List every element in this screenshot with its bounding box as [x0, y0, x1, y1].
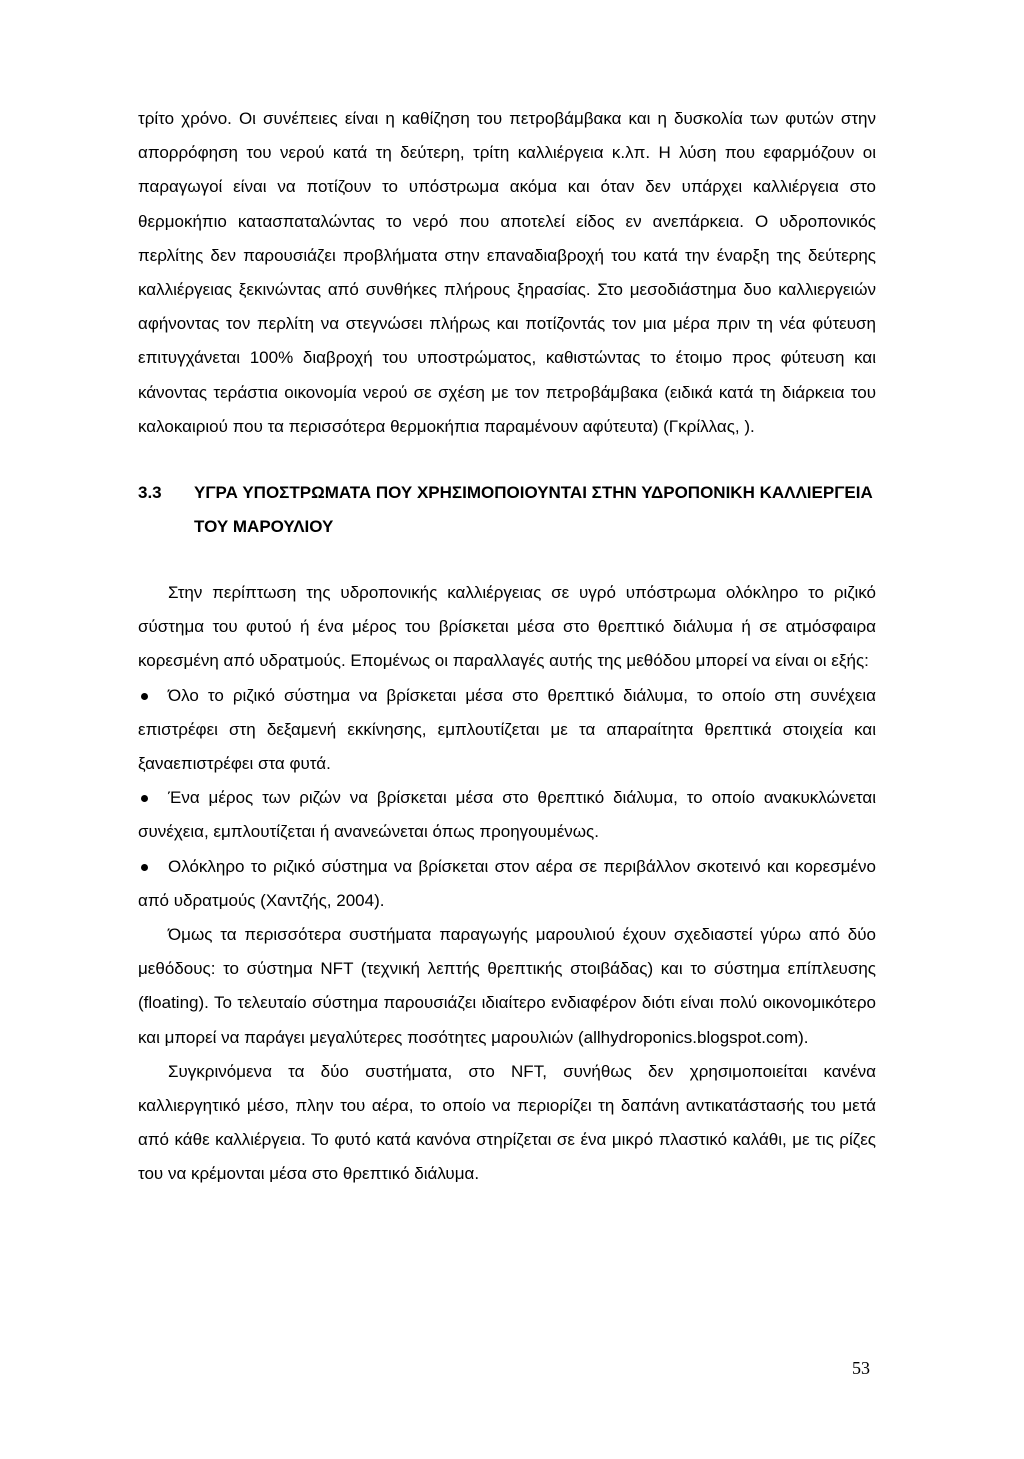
- continuation-paragraph: τρίτο χρόνο. Οι συνέπειες είναι η καθίζηση του πετροβάμβακα και η δυσκολία των φυτών στην απορρόφηση του νερού κατά τη δεύτερη, τρίτη καλλιέργεια κ.λπ. Η λύση που εφαρμόζουν οι παραγωγοί είναι να ποτίζουν το υπόστρωμα ακόμα και όταν δεν υπάρχει καλλιέργεια στο θερμοκήπιο κατασπαταλώντας το νερό που αποτελεί είδος εν ανεπάρκεια. Ο υδροπονικός περλίτης δεν παρουσιάζει προβλήματα στην επαναδιαβροχή του κατά την έναρξη της δεύτερης καλλιέργειας ξεκινώντας από συνθήκες πλήρους ξηρασίας. Στο μεσοδιάστημα δυο καλλιεργειών αφήνοντας τον περλίτη να στεγνώσει πλήρως και ποτίζοντάς τον μια μέρα πριν τη νέα φύτευση επιτυγχάνεται 100% διαβροχή του υποστρώματος, καθιστώντας το έτοιμο προς φύτευση και κάνοντας τεράστια οικονομία νερού σε σχέση με τον πετροβάμβακα (ειδικά κατά τη διάρκεια του καλοκαιριού που τα περισσότερα θερμοκήπια παραμένουν αφύτευτα) (Γκρίλλας, ).: [138, 109, 876, 436]
- intro-paragraph: Στην περίπτωση της υδροπονικής καλλιέργειας σε υγρό υπόστρωμα ολόκληρο το ριζικό σύστημα του φυτού ή ένα μέρος του βρίσκεται μέσα στο θρεπτικό διάλυμα ή σε ατμόσφαιρα κορεσμένη από υδρατμούς. Επομένως οι παραλλαγές αυτής της μεθόδου μπορεί να είναι οι εξής:: [138, 583, 876, 671]
- page-number: 53: [852, 1358, 870, 1378]
- body-paragraph: Όμως τα περισσότερα συστήματα παραγωγής μαρουλιού έχουν σχεδιαστεί γύρω από δύο μεθόδους: το σύστημα NFT (τεχνική λεπτής θρεπτικής στοιβάδας) και το σύστημα επίπλευσης (floating). Το τελευταίο σύστημα παρουσιάζει ιδιαίτερο ενδιαφέρον διότι είναι πολύ οικονομικότερο και μπορεί να παράγει μεγαλύτερες ποσότητες μαρουλιών (allhydroponics.blogspot.com).: [138, 925, 876, 1047]
- body-paragraph: Συγκρινόμενα τα δύο συστήματα, στο NFT, συνήθως δεν χρησιμοποιείται κανένα καλλιεργητικό μέσο, πλην του αέρα, το οποίο να περιορίζει τη δαπάνη αντικατάστασής του μετά από κάθε καλλιέργεια. Το φυτό κατά κανόνα στηρίζεται σε ένα μικρό πλαστικό καλάθι, με τις ρίζες του να κρέμονται μέσα στο θρεπτικό διάλυμα.: [138, 1061, 876, 1184]
- bullet-dot-icon: [141, 864, 148, 871]
- section-title: ΥΓΡΑ ΥΠΟΣΤΡΩΜΑΤΑ ΠΟΥ ΧΡΗΣΙΜΟΠΟΙΟΥΝΤΑΙ ΣΤΗΝ ΥΔΡΟΠΟΝΙΚΗ ΚΑΛΛΙΕΡΓΕΙΑ ΤΟΥ ΜΑΡΟΥΛΙΟΥ: [194, 483, 873, 537]
- section-number: 3.3: [138, 483, 162, 503]
- bullet-text: Όλο το ριζικό σύστημα να βρίσκεται μέσα στο θρεπτικό διάλυμα, το οποίο στη συνέχεια επιστρέφει στη δεξαμενή εκκίνησης, εμπλουτίζεται με τα απαραίτητα θρεπτικά στοιχεία και ξαναεπιστρέφει στα φυτά.: [138, 685, 876, 774]
- bullet-item: [138, 850, 876, 918]
- bullet-text: Ολόκληρο το ριζικό σύστημα να βρίσκεται στον αέρα σε περιβάλλον σκοτεινό και κορεσμένο από υδρατμούς (Χαντζής, 2004).: [138, 856, 876, 910]
- section-heading: [138, 476, 876, 544]
- bullet-text: Ένα μέρος των ριζών να βρίσκεται μέσα στο θρεπτικό διάλυμα, το οποίο ανακυκλώνεται συνέχεια, εμπλουτίζεται ή ανανεώνεται όπως προηγουμένως.: [138, 788, 876, 842]
- bullet-dot-icon: [141, 693, 148, 700]
- bullet-item: [138, 781, 876, 849]
- page-content: [138, 102, 876, 1192]
- bullet-item: [138, 679, 876, 782]
